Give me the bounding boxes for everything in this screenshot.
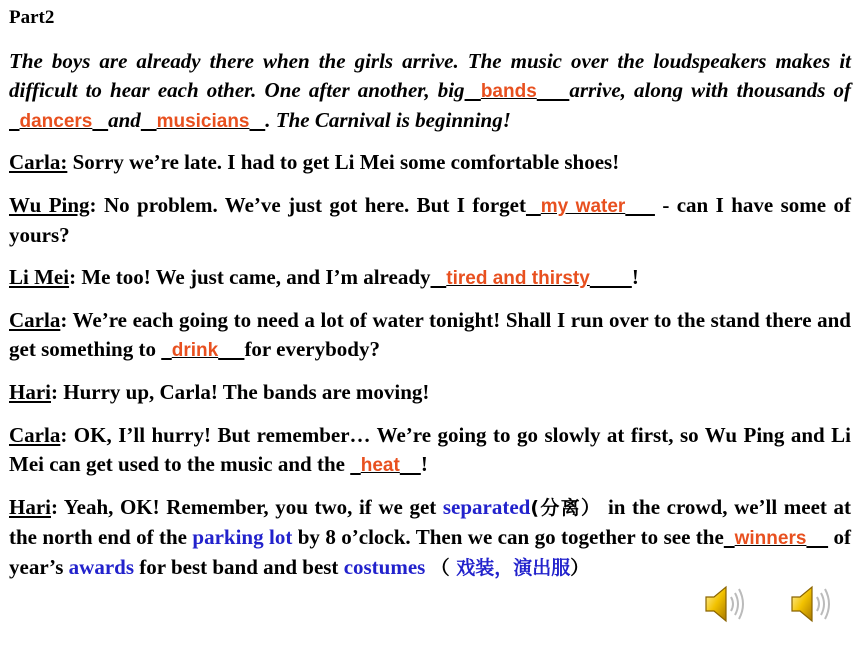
line-text: ! [420,452,428,476]
page-title: Part2 [9,7,55,28]
line-text: for everybody? [244,337,380,361]
line-text: : No problem. We’ve just got here. But I forget [89,193,526,217]
dialogue-line [9,306,851,365]
dialogue-line [9,148,851,177]
speaker-name: Carla [9,308,61,332]
speaker-name: Hari [9,495,51,519]
line-text: : OK, I’ll hurry! But remember… We’re going to go slowly at first, so Wu Ping and Li Mei can get used to the music and the [9,423,851,476]
dialogue-line [9,421,851,480]
line-text: Sorry we’re late. I had to get Li Mei some comfortable shoes! [67,150,620,174]
answer-blank: drink [171,340,219,361]
dialogue-line [9,378,851,407]
speaker-name: Hari [9,380,51,404]
keyword: separated [442,495,531,519]
line-text: : Yeah, OK! Remember, you two, if we get [51,495,443,519]
speaker-name: Carla: [9,150,68,174]
line-text: : We’re each going to need a lot of water tonight! Shall I run over to the stand there and get something to [9,308,851,361]
answer-blank: my water [540,196,626,217]
chinese-gloss: (分离） [530,497,602,519]
intro-text: and [108,108,141,132]
answer-blank: musicians [156,111,250,132]
speaker-name: Carla [9,423,61,447]
answer-blank: winners [734,528,807,549]
speaker-icon[interactable] [700,582,748,626]
keyword: awards [68,555,135,579]
chinese-gloss: 戏装，演出服 [449,557,571,579]
speaker-name: Li Mei [9,265,70,289]
speaker-icon[interactable] [786,582,834,626]
line-text: in the crowd, we’ll meet at the north end of the [9,495,851,549]
speaker-name: Wu Ping [9,193,90,217]
dialogue-line [9,191,851,250]
answer-blank: heat [360,455,400,476]
answer-blank: bands [480,81,537,102]
chinese-gloss: （ [430,557,450,579]
line-text: - can I have some of yours? [9,193,852,247]
line-text: for best band and best [134,555,344,579]
keyword: costumes [343,555,426,579]
intro-text: The boys are already there when the girls arrive. The music over the loudspeakers makes it difficult to hear each other. One after another, big [9,49,851,102]
keyword: parking lot [192,525,293,549]
line-text: : Hurry up, Carla! The bands are moving! [51,380,430,404]
answer-blank: dancers [19,111,93,132]
line-text: ! [631,265,639,289]
line-text: : Me too! We just came, and I’m already [69,265,431,289]
dialogue-line [9,493,851,583]
intro-text: . The Carnival is beginning! [265,108,511,132]
answer-blank: tired and thirsty [446,268,590,289]
chinese-gloss: ） [570,557,590,579]
line-text: of year’s [9,525,851,579]
line-text: by 8 o’clock. Then we can go together to see the [292,525,724,549]
dialogue-line [9,263,851,293]
intro-paragraph [9,47,851,136]
intro-text: arrive, along with thousands of [569,78,852,102]
